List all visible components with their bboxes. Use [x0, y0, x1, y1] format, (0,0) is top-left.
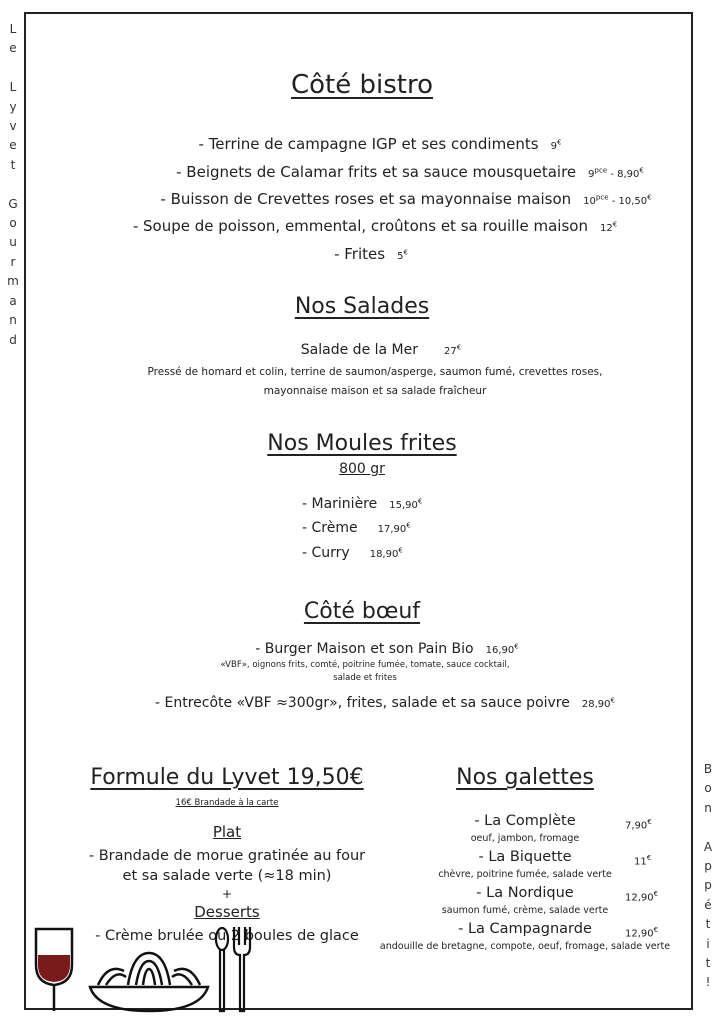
side-letter: t — [705, 917, 711, 932]
section-title-moules: Nos Moules frites — [267, 431, 457, 456]
menu-item: - Frites 5€ — [334, 245, 408, 263]
galette-description: saumon fumé, crème, salade verte — [441, 905, 609, 916]
wine-glass-icon — [36, 929, 72, 1011]
side-letter: L — [9, 80, 17, 95]
formule-plat: - Brandade de morue gratinée au four — [88, 848, 366, 864]
section-title-boeuf: Côté bœuf — [303, 599, 421, 624]
tableware-illustration — [28, 925, 268, 1013]
side-letter: y — [9, 99, 17, 114]
price: 7,90 — [625, 820, 648, 832]
side-letter: L — [9, 22, 17, 36]
galette-description: chèvre, poitrine fumée, salade verte — [438, 869, 612, 880]
side-letter: ! — [705, 975, 711, 990]
moules-weight: 800 gr — [339, 461, 385, 477]
side-letter: e — [9, 41, 17, 56]
galette-description: oeuf, jambon, fromage — [470, 833, 580, 844]
section-title-galettes: Nos galettes — [456, 765, 594, 790]
galette-name: - La Biquette — [478, 849, 572, 865]
section-title-formule: Formule du Lyvet 19,50€ — [90, 765, 364, 790]
menu-item: - Soupe de poisson, emmental, croûtons et sa rouille maison 12€ — [132, 217, 618, 235]
item-description: salade et frites — [333, 673, 397, 683]
menu-item: - Beignets de Calamar frits et sa sauce mousquetaire $9^{pce} - 8,90^€$ — [176, 163, 644, 181]
currency: € — [646, 854, 652, 862]
side-letter: r — [10, 254, 16, 269]
section-title-bistro: Côté bistro — [290, 70, 433, 100]
menu-item: - Terrine de campagne IGP et ses condiments 9€ — [198, 135, 562, 153]
currency: € — [653, 890, 659, 898]
galette-price — [625, 926, 658, 939]
menu-item: - Buisson de Crevettes roses et sa mayonnaise maison $10^{pce} - 10,50^€$ — [160, 190, 652, 208]
side-letter: n — [9, 313, 17, 328]
side-letter: t — [10, 157, 16, 172]
pasta-bowl-icon — [90, 953, 208, 1011]
menu-item: - Marinière 15,90€ — [302, 496, 423, 512]
item-description: Pressé de homard et colin, terrine de saumon/asperge, saumon fumé, crevettes roses, — [147, 366, 603, 378]
formule-note: 16€ Brandade à la carte — [175, 798, 279, 808]
galette-price — [625, 890, 658, 903]
plus-sign: + — [221, 887, 233, 901]
price: 12,90 — [625, 892, 654, 904]
menu-item: - Burger Maison et son Pain Bio 16,90€ — [255, 641, 519, 657]
currency: € — [647, 818, 652, 826]
galette-name: - La Nordique — [476, 885, 574, 901]
side-letter: A — [703, 839, 713, 854]
desserts-label: Desserts — [194, 903, 260, 921]
side-letter: i — [706, 936, 710, 951]
item-description: «VBF», oignons frits, comté, poitrine fumée, tomate, sauce cocktail, — [220, 660, 510, 670]
galette-price — [634, 854, 651, 867]
plat-label: Plat — [212, 823, 242, 841]
side-letter: p — [704, 878, 712, 893]
formule-dessert: - Crème brulée ou 2 boules de glace — [95, 928, 359, 944]
galette-price — [625, 818, 652, 831]
side-letter: d — [9, 332, 17, 347]
formule-plat: et sa salade verte (≈18 min) — [122, 868, 332, 884]
price: 12,90 — [625, 928, 654, 940]
menu-item: Salade de la Mer 27€ — [300, 342, 462, 358]
menu-item: - Crème 17,90€ — [302, 520, 411, 536]
galette-description: andouille de bretagne, compote, oeuf, fromage, salade verte — [379, 941, 671, 952]
side-letter: e — [9, 138, 17, 153]
side-letter: a — [9, 293, 17, 308]
galette-name: - La Campagnarde — [458, 921, 592, 937]
galette-name: - La Complète — [474, 813, 576, 829]
item-description: mayonnaise maison et sa salade fraîcheur — [263, 385, 487, 397]
menu-item: - Curry 18,90€ — [302, 545, 403, 561]
menu-item: - Entrecôte «VBF ≈300gr», frites, salade et sa sauce poivre 28,90€ — [155, 695, 615, 711]
side-letter: t — [705, 956, 711, 971]
side-letter: é — [704, 897, 712, 912]
side-letter: G — [8, 196, 18, 211]
fork-icon — [234, 927, 250, 1011]
side-letter: u — [9, 235, 17, 250]
side-letter: v — [9, 119, 17, 134]
section-title-salades: Nos Salades — [294, 294, 430, 319]
side-letter: m — [7, 274, 19, 289]
side-letter: o — [9, 216, 17, 231]
side-letter: B — [703, 762, 713, 776]
price: 11 — [634, 856, 647, 868]
side-letter: o — [704, 781, 712, 796]
spoon-icon — [216, 928, 228, 1011]
side-letter: n — [704, 800, 712, 815]
side-letter — [5, 59, 21, 78]
side-letter: p — [704, 859, 712, 874]
currency: € — [653, 926, 659, 934]
